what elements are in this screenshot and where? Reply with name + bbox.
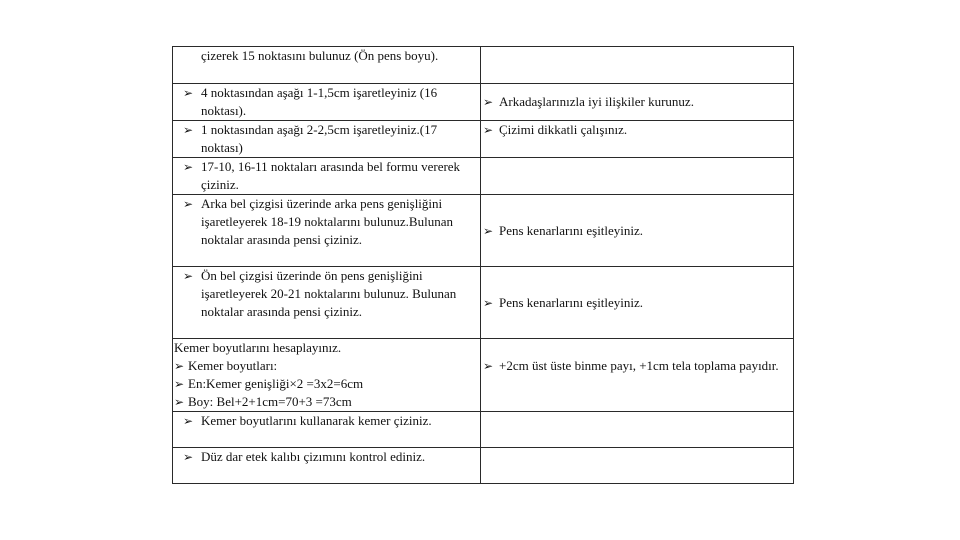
note-cell [481, 47, 794, 84]
step-cell [173, 121, 481, 158]
table-row [173, 84, 794, 121]
note-cell [481, 121, 794, 158]
arrow-bullet-icon: ➢ [483, 223, 494, 238]
step-cell [173, 158, 481, 195]
arrow-bullet-icon: ➢ [183, 269, 194, 283]
step-cell [173, 339, 481, 412]
section-heading: Kemer boyutlarını hesaplayınız. [174, 340, 342, 355]
note-cell [481, 267, 794, 339]
note-text: Pens kenarlarını eşitleyiniz. [499, 294, 644, 310]
note-cell [481, 339, 794, 412]
arrow-bullet-icon: ➢ [483, 359, 494, 373]
table-row [173, 195, 794, 267]
note-cell [481, 448, 794, 484]
step-cell [173, 84, 481, 121]
arrow-bullet-icon: ➢ [183, 160, 194, 174]
arrow-bullet-icon: ➢ [483, 95, 494, 109]
table-row [173, 158, 794, 195]
arrow-bullet-icon: ➢ [174, 377, 185, 391]
arrow-bullet-icon: ➢ [174, 395, 185, 409]
list-item: Boy: Bel+2+1cm=70+3 =73cm [188, 394, 352, 409]
note-text: +2cm üst üste binme payı, +1cm tela toplama payıdır. [499, 358, 779, 373]
step-text: Kemer boyutlarını kullanarak kemer çiziniz. [201, 413, 432, 428]
arrow-bullet-icon: ➢ [183, 414, 194, 428]
table-row [173, 47, 794, 84]
step-cell [173, 267, 481, 339]
arrow-bullet-icon: ➢ [183, 450, 194, 464]
note-text: Arkadaşlarınızla iyi ilişkiler kurunuz. [499, 94, 694, 109]
instruction-table [172, 46, 794, 484]
list-item: Kemer boyutları: [188, 358, 278, 373]
step-text: 17-10, 16-11 noktaları arasında bel formu vererek çiziniz. [201, 159, 461, 192]
step-text: 4 noktasından aşağı 1-1,5cm işaretleyiniz (16 noktası). [201, 85, 438, 118]
note-cell [481, 412, 794, 448]
step-text: Düz dar etek kalıbı çizımını kontrol ediniz. [201, 449, 426, 464]
list-item: En:Kemer genişliği×2 =3x2=6cm [188, 376, 364, 391]
arrow-bullet-icon: ➢ [483, 295, 494, 310]
table-row [173, 448, 794, 484]
arrow-bullet-icon: ➢ [183, 197, 194, 211]
table-row [173, 339, 794, 412]
step-cell [173, 412, 481, 448]
note-cell [481, 84, 794, 121]
arrow-bullet-icon: ➢ [183, 86, 194, 100]
table-row [173, 267, 794, 339]
note-text: Çizimi dikkatli çalışınız. [499, 122, 628, 137]
note-text: Pens kenarlarını eşitleyiniz. [499, 222, 644, 238]
note-cell [481, 195, 794, 267]
step-text: 1 noktasından aşağı 2-2,5cm işaretleyiniz.(17 noktası) [201, 122, 438, 155]
step-cell [173, 195, 481, 267]
table-row [173, 121, 794, 158]
step-text: çizerek 15 noktasını bulunuz (Ön pens boyu). [201, 48, 439, 63]
arrow-bullet-icon: ➢ [174, 359, 185, 373]
arrow-bullet-icon: ➢ [183, 123, 194, 137]
step-text: Arka bel çizgisi üzerinde arka pens genişliğini işaretleyerek 18-19 noktalarını bulunuz.Bulunan noktalar arasında pensi çiziniz. [201, 196, 453, 247]
note-cell [481, 158, 794, 195]
step-text: Ön bel çizgisi üzerinde ön pens genişliğini işaretleyerek 20-21 noktalarını bulunuz. Bulunan noktalar arasında pensi çiziniz. [201, 268, 457, 319]
arrow-bullet-icon: ➢ [483, 123, 494, 137]
step-cell [173, 47, 481, 84]
step-cell [173, 448, 481, 484]
table-row [173, 412, 794, 448]
